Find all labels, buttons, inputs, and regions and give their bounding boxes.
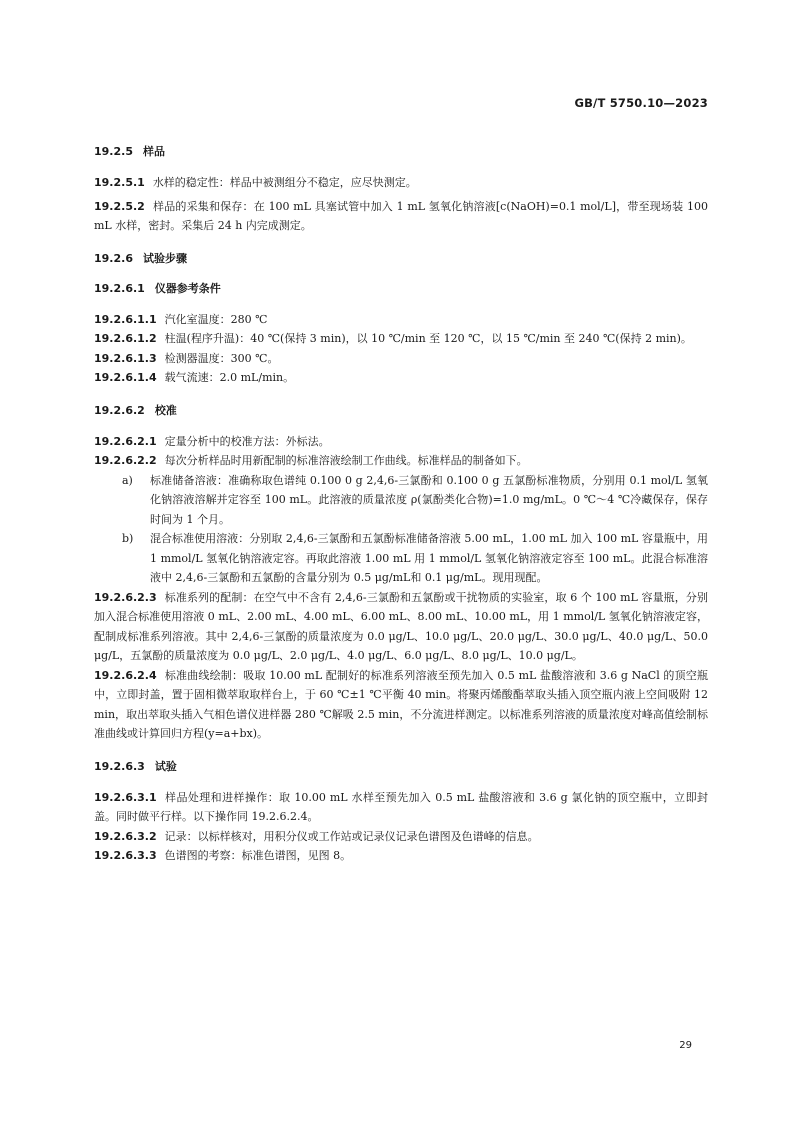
paragraph-19-2-6-3-2 [94,827,708,847]
clause-text: 标准曲线绘制：吸取 10.00 mL 配制好的标准系列溶液至预先加入 0.5 mL 盐酸溶液和 3.6 g NaCl 的顶空瓶中，立即封盖，置于固相微萃取取样台上，于 60 ℃±1 ℃平衡 40 min。将聚丙烯酸酯萃取头插入顶空瓶内液上空间吸附 12 min，取出萃取头插入气相色谱仪进样器 280 ℃解吸 2.5 min，不分流进样测定。以标准系列溶液的质量浓度对峰高值绘制标准曲线或计算回归方程(y=a+bx)。 [94,668,708,740]
page-number: 29 [679,1040,692,1051]
clause-text: 汽化室温度：280 ℃ [164,312,268,326]
clause-number: 19.2.6.3.1 [94,790,157,804]
section-heading-19-2-6-1 [94,280,708,296]
section-number: 19.2.6.1 [94,281,145,295]
section-number: 19.2.6.3 [94,759,145,773]
clause-number: 19.2.6.1.4 [94,371,157,384]
section-title: 仪器参考条件 [154,281,221,295]
paragraph-19-2-6-1-4 [94,368,708,388]
paragraph-19-2-6-1-1 [94,310,708,330]
clause-number: 19.2.6.1.1 [94,312,157,326]
paragraph-19-2-6-3-1 [94,788,708,827]
section-heading-19-2-6-3 [94,758,708,774]
paragraph-19-2-6-2-4 [94,666,708,744]
clause-text: 定量分析中的校准方法：外标法。 [164,434,330,448]
standard-code: GB/T 5750.10—2023 [574,96,708,110]
section-number: 19.2.6 [94,251,133,265]
section-number: 19.2.5 [94,145,133,158]
clause-text: 色谱图的考察：标准色谱图，见图 8。 [164,849,352,862]
clause-text: 检测器温度：300 ℃。 [164,351,279,365]
section-title: 样品 [142,145,165,158]
section-number: 19.2.6.2 [94,403,145,417]
section-title: 试验步骤 [142,251,187,265]
section-heading-19-2-6-2 [94,402,708,418]
section-heading-19-2-5 [94,143,708,159]
paragraph-19-2-6-2-3 [94,588,708,666]
clause-number: 19.2.6.1.2 [94,332,157,345]
section-heading-19-2-6 [94,250,708,266]
section-title: 试验 [154,759,177,773]
paragraph-19-2-5-1 [94,173,708,193]
clause-text: 样品处理和进样操作：取 10.00 mL 水样至预先加入 0.5 mL 盐酸溶液和 3.6 g 氯化钠的顶空瓶中，立即封盖。同时做平行样。以下操作同 19.2.6.2.4。 [94,790,708,823]
list-item-a [94,471,708,530]
section-title: 校准 [154,403,177,417]
clause-text: 载气流速：2.0 mL/min。 [164,371,295,384]
list-marker: b) [122,532,134,545]
paragraph-19-2-5-2 [94,197,708,236]
list-item-text: 混合标准使用溶液：分别取 2,4,6-三氯酚和五氯酚标准储备溶液 5.00 mL，1.00 mL 加入 100 mL 容量瓶中，用 1 mmol/L 氢氧化钠溶液定容。再取此溶液 1.00 mL 用 1 mmol/L 氢氧化钠溶液定容至 100 mL。此混合标准溶液中 2,4,6-三氯酚和五氯酚的含量分别为 0.5 μg/mL和 0.1 μg/mL。现用现配。 [150,532,708,584]
list-marker: a) [122,473,133,487]
paragraph-19-2-6-2-1 [94,432,708,452]
document-body [94,143,708,866]
clause-number: 19.2.6.1.3 [94,351,157,365]
paragraph-19-2-6-3-3 [94,846,708,866]
clause-number: 19.2.6.2.3 [94,590,157,604]
list-item-text: 标准储备溶液：准确称取色谱纯 0.100 0 g 2,4,6-三氯酚和 0.100 0 g 五氯酚标准物质，分别用 0.1 mol/L 氢氧化钠溶液溶解并定容至 100 mL。此溶液的质量浓度 ρ(氯酚类化合物)=1.0 mg/mL。0 ℃～4 ℃冷藏保存，保存时间为 1 个月。 [150,473,708,526]
clause-number: 19.2.6.3.3 [94,849,157,862]
paragraph-19-2-6-1-3 [94,349,708,369]
clause-number: 19.2.6.3.2 [94,829,157,843]
clause-text: 水样的稳定性：样品中被测组分不稳定，应尽快测定。 [152,176,417,189]
clause-number: 19.2.6.2.2 [94,454,157,467]
clause-text: 记录：以标样核对，用积分仪或工作站或记录仪记录色谱图及色谱峰的信息。 [164,829,539,843]
clause-text: 每次分析样品时用新配制的标准溶液绘制工作曲线。标准样品的制备如下。 [164,454,528,467]
clause-number: 19.2.6.2.1 [94,434,157,448]
clause-number: 19.2.5.2 [94,199,145,213]
paragraph-19-2-6-2-2 [94,451,708,471]
clause-number: 19.2.5.1 [94,176,145,189]
list-item-b [94,529,708,588]
clause-number: 19.2.6.2.4 [94,668,157,682]
paragraph-19-2-6-1-2 [94,329,708,349]
clause-text: 样品的采集和保存：在 100 mL 具塞试管中加入 1 mL 氢氧化钠溶液[c(NaOH)=0.1 mol/L]，带至现场装 100 mL 水样，密封。采集后 24 h 内完成测定。 [94,199,708,232]
clause-text: 柱温(程序升温)：40 ℃(保持 3 min)，以 10 ℃/min 至 120 ℃，以 15 ℃/min 至 240 ℃(保持 2 min)。 [164,332,692,345]
clause-text: 标准系列的配制：在空气中不含有 2,4,6-三氯酚和五氯酚或干扰物质的实验室，取 6 个 100 mL 容量瓶，分别加入混合标准使用溶液 0 mL、2.00 mL、4.00 mL、6.00 mL、8.00 mL、10.00 mL，用 1 mmol/L 氢氧化钠溶液定容，配制成标准系列溶液。其中 2,4,6-三氯酚的质量浓度为 0.0 μg/L、10.0 μg/L、20.0 μg/L、30.0 μg/L、40.0 μg/L、50.0 μg/L，五氯酚的质量浓度为 0.0 μg/L、2.0 μg/L、4.0 μg/L、6.0 μg/L、8.0 μg/L、10.0 μg/L。 [94,590,708,662]
